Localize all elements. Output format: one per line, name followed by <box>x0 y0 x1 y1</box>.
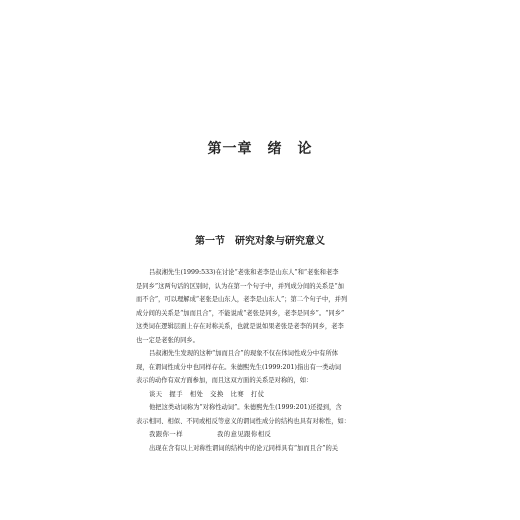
body-line: 吕叔湘先生发现的这种“加而且合”的现象不仅在体词性成分中有所体 <box>149 350 339 357</box>
section-title: 第一节 研究对象与研究意义 <box>195 236 325 247</box>
body-line: 也一定是老张的同乡。 <box>136 336 199 344</box>
body-line: 表示的动作有双方面参加，而且这双方面的关系是对称的，如： <box>136 377 313 384</box>
body-line: 是同乡”这两句话的区别时，认为在第一个句子中，并列成分间的关系是“加 <box>136 282 344 290</box>
body-text <box>136 266 386 455</box>
body-line: 出现在含有以上对称性谓词的结构中的论元同样具有“加而且合”的关 <box>149 444 339 452</box>
body-line: 吕叔湘先生(1999:533)在讨论“老张和老李是山东人”和“老张和老李 <box>149 269 339 276</box>
body-line: 这类词在逻辑层面上存在对称关系，也就是说如果老张是老李的同乡，老李 <box>136 323 344 330</box>
chapter-title: 第一章 绪 论 <box>207 141 313 157</box>
body-line: 而不合”，可以理解成“老张是山东人，老李是山东人”；第二个句子中，并列 <box>136 296 348 303</box>
body-line: 他把这类动词称为“对称性动词”。朱德熙先生(1999:201)还提到，含 <box>149 404 342 411</box>
body-line: 成分间的关系是“加而且合”，不能说成“老张是同乡，老李是同乡”。“同乡” <box>136 309 345 317</box>
example-line: 我跟你一样 我的意见跟你相反 <box>149 431 272 438</box>
body-line: 表示相同、相似、不同或相反等意义的谓词性成分的结构也具有对称性，如： <box>136 417 351 425</box>
example-line: 谈天 握手 相处 交换 比赛 打仗 <box>149 390 265 398</box>
body-line: 现，在谓词性成分中也同样存在。朱德熙先生(1999:201)指出有一类动词 <box>136 363 342 371</box>
